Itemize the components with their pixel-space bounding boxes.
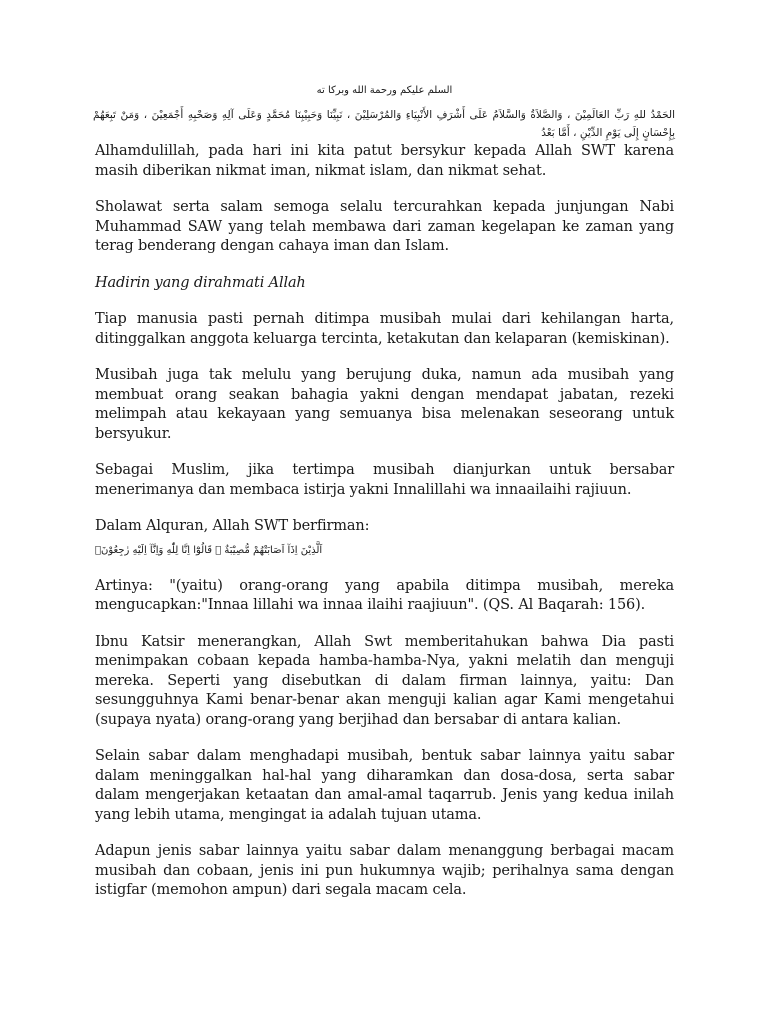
greeting-salam: السلم عليكم ورحمة الله وبركا ته [316, 85, 453, 96]
paragraph-musibah-intro: Tiap manusia pasti pernah ditimpa musibah mulai dari kehilangan harta, ditinggalkan anggota keluarga tercinta, ketakutan dan kelaparan (kemiskinan). [95, 311, 674, 347]
paragraph-sikap-muslim: Sebagai Muslim, jika tertimpa musibah dianjurkan untuk bersabar menerimanya dan membaca istirja yakni Innalillahi wa innaailaihi rajiuun. [95, 462, 674, 498]
paragraph-musibah-kebahagiaan: Musibah juga tak melulu yang berujung duka, namun ada musibah yang membuat orang seakan bahagia yakni dengan mendapat jabatan, rezeki melimpah atau kekayaan yang semuanya bisa melenakan seseorang untuk bersyukur. [95, 367, 674, 442]
paragraph-greeting-audience: Hadirin yang dirahmati Allah [95, 274, 306, 291]
document-body [95, 84, 674, 918]
paragraph-sabar-musibah: Adapun jenis sabar lainnya yaitu sabar dalam menanggung berbagai macam musibah dan cobaan, jenis ini pun hukumnya wajib; perihalnya sama dengan istigfar (memohon ampun) dari segala macam cela. [95, 843, 674, 898]
paragraph-ibnu-katsir: Ibnu Katsir menerangkan, Allah Swt memberitahukan bahwa Dia pasti menimpakan cobaan kepada hamba-hamba-Nya, yakni melatih dan menguji mereka. Seperti yang disebutkan di dalam firman lainnya, yaitu: Dan sesungguhnya Kami benar-benar akan menguji kalian agar Kami mengetahui (supaya nyata) orang-orang yang berjihad dan bersabar di antara kalian. [95, 633, 674, 728]
paragraph-sholawat: Sholawat serta salam semoga selalu tercurahkan kepada junjungan Nabi Muhammad SAW yang telah membawa dari zaman kegelapan ke zaman yang terag benderang dengan cahaya iman dan Islam. [95, 199, 674, 254]
quran-ayat-arabic: اَلَّذِيْنَ اِذَآ اَصَابَتْهُمْ مُّصِيْبَةٌ ۗ قَالُوْٓا اِنَّا لِلّٰهِ وَاِنَّآ اِلَيْهِ رٰجِعُوْنَۗ [95, 544, 323, 556]
opening-arabic-text: الحَمْدُ للهِ رَبِّ العَالَمِيْنَ ، وَالصَّلاَةُ وَالسَّلاَمُ عَلَى أَشْرَفِ الأَنْبِيَاءِ وَالمُرْسَلِيْنَ ، نَبِيِّنَا وَحَبِيْبِنَا مُحَمَّدٍ وَعَلَى آلِهِ وَصَحْبِهِ أَجْمَعِيْنَ ، وَمَنْ تَبِعَهُمْ بِإِحْسَانٍ إِلَى يَوْمِ الدِّيْنِ ، أَمَّا بَعْدُ [93, 109, 675, 139]
paragraph-terjemah-ayat: Artinya: "(yaitu) orang-orang yang apabila ditimpa musibah, mereka mengucapkan:"Innaa lillahi wa innaa ilaihi raajiuun". (QS. Al Baqarah: 156). [95, 577, 674, 613]
paragraph-gratitude: Alhamdulillah, pada hari ini kita patut bersykur kepada Allah SWT karena masih diberikan nikmat iman, nikmat islam, dan nikmat sehat. [95, 143, 674, 179]
paragraph-firman-intro: Dalam Alquran, Allah SWT berfirman: [95, 518, 370, 534]
paragraph-jenis-sabar: Selain sabar dalam menghadapi musibah, bentuk sabar lainnya yaitu sabar dalam meninggalkan hal-hal yang diharamkan dan dosa-dosa, serta sabar dalam mengerjakan ketaatan dan amal-amal taqarrub. Jenis yang kedua inilah yang lebih utama, mengingat ia adalah tujuan utama. [95, 748, 674, 823]
